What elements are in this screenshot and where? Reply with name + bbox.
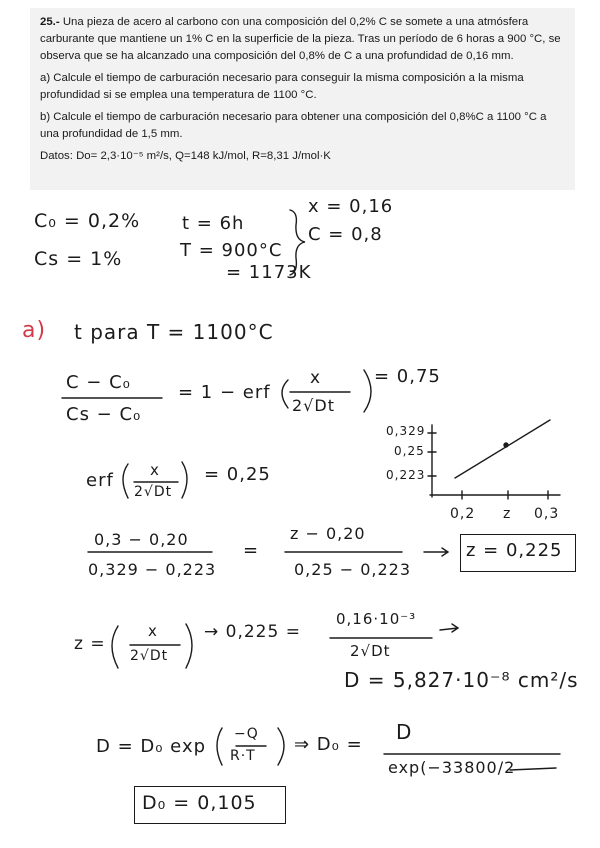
- note-c0: C₀ = 0,2%: [34, 210, 141, 232]
- problem-data: Datos: Do= 2,3·10⁻⁵ m²/s, Q=148 kJ/mol, R=8,31 J/mol·K: [40, 150, 331, 162]
- arrow-1: [424, 548, 448, 556]
- eq-rhs: = 1 − erf: [178, 382, 271, 403]
- eq-result: = 0,75: [374, 366, 441, 387]
- interp-denominator-2: 0,25 − 0,223: [294, 560, 412, 579]
- arr-paren-left: [217, 728, 222, 765]
- interp-equals: =: [243, 540, 260, 561]
- note-temperature: T = 900°C: [180, 240, 283, 261]
- note-cs: Cs = 1%: [34, 248, 123, 270]
- z-arg-numerator: x: [148, 622, 158, 640]
- d0-result: D₀ = 0,105: [142, 792, 257, 814]
- note-time: t = 6h: [182, 213, 245, 234]
- erf-eq-result: = 0,25: [204, 464, 271, 485]
- z-definition: z =: [74, 634, 106, 654]
- graph-x-label-2: z: [503, 506, 512, 522]
- erf-paren-left: [282, 380, 288, 408]
- graph-x-label-3: 0,3: [534, 506, 560, 522]
- problem-part-a: a) Calcule el tiempo de carburación necesario para conseguir la misma composición a la misma profundidad si se emplea una temperatura de 1100 °C.: [40, 72, 524, 101]
- interp-denominator-1: 0,329 − 0,223: [88, 560, 217, 579]
- erf2-arg-denominator: 2√Dt: [134, 484, 173, 500]
- t-para-heading: t para T = 1100°C: [74, 320, 274, 344]
- graph-line: [455, 420, 550, 478]
- erf2-paren-right: [182, 462, 187, 498]
- erf-arg-numerator: x: [310, 368, 322, 388]
- z-paren-right: [186, 624, 192, 668]
- graph-y-label-3: 0,223: [386, 468, 426, 482]
- arr-paren-right: [278, 728, 284, 765]
- interp-numerator-1: 0,3 − 0,20: [94, 530, 189, 549]
- part-a-label: a): [22, 318, 47, 343]
- d0-denominator: exp(−33800/2: [388, 758, 516, 777]
- erf2-arg-numerator: x: [150, 461, 160, 479]
- problem-intro: 25.- Una pieza de acero al carbono con una composición del 0,2% C se somete a una atmósfera carburante que mantiene un 1% C en la superficie de la pieza. Tras un período de 6 horas a 900 °C, se observa que se ha alcanzado una composición del 0,8% de C a una profundidad de 0,16 mm.: [40, 16, 561, 62]
- note-temperature-kelvin: = 1173K: [226, 262, 312, 283]
- z-result: z = 0,225: [466, 540, 563, 561]
- arrow-2: [440, 624, 458, 632]
- note-composition: C = 0,8: [308, 224, 383, 245]
- d0-underline: [510, 768, 556, 770]
- z-arg-denominator: 2√Dt: [130, 648, 169, 664]
- interp-numerator-2: z − 0,20: [290, 524, 366, 543]
- eq-lhs-denominator: Cs − C₀: [66, 404, 142, 425]
- d-result: D = 5,827·10⁻⁸ cm²/s: [344, 668, 579, 692]
- erf-eq-label: erf: [86, 470, 114, 491]
- problem-number: 25.-: [40, 16, 60, 28]
- z-fraction-numerator: 0,16·10⁻³: [336, 610, 417, 628]
- z-value: → 0,225 =: [204, 622, 301, 642]
- arrhenius-exp-numerator: −Q: [234, 726, 259, 742]
- graph-x-label-1: 0,2: [450, 506, 476, 522]
- z-paren-left: [112, 626, 118, 668]
- graph-y-label-1: 0,329: [386, 424, 426, 438]
- erf-paren-right: [364, 370, 371, 412]
- graph-y-label-2: 0,25: [394, 444, 425, 458]
- problem-part-b: b) Calcule el tiempo de carburación necesario para obtener una composición del 0,8%C a 1100 °C a una profundidad de 1,5 mm.: [40, 111, 547, 140]
- graph-point: [504, 443, 508, 447]
- arrhenius-exp-denominator: R·T: [230, 748, 256, 764]
- eq-lhs-numerator: C − C₀: [66, 372, 131, 393]
- note-depth: x = 0,16: [308, 196, 394, 217]
- z-fraction-denominator: 2√Dt: [350, 642, 391, 660]
- arrhenius-equation: D = D₀ exp: [96, 736, 207, 757]
- d0-numerator: D: [396, 720, 413, 744]
- erf-arg-denominator: 2√Dt: [292, 396, 335, 415]
- erf2-paren-left: [123, 464, 128, 498]
- arrhenius-implies: ⇒ D₀ =: [294, 734, 363, 755]
